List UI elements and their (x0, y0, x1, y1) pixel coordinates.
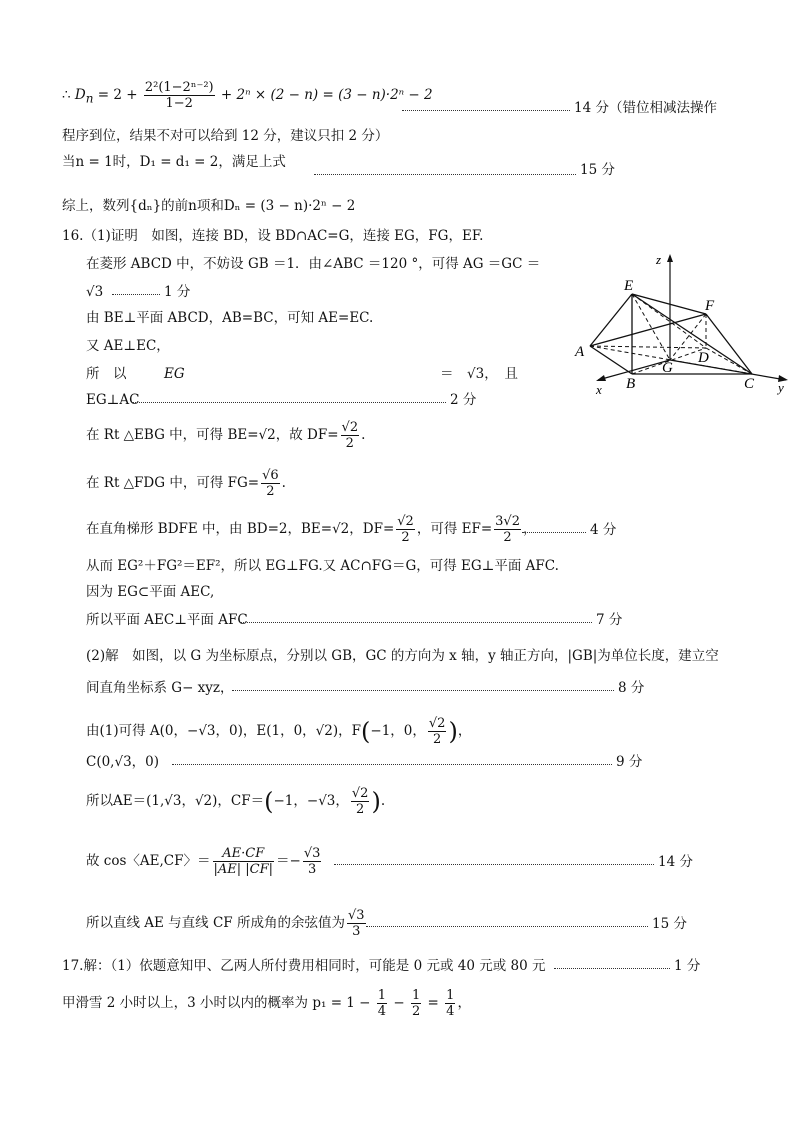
score-note: 14 分（错位相减法操作 (574, 100, 717, 116)
equals-minus: ＝− (276, 853, 301, 869)
q16-line-pythag: 从而 EG²＋FG²＝EF²，所以 EG⊥FG.又 AC∩FG＝G，可得 EG⊥平面 AFC. (86, 558, 559, 574)
q16-vectors-line (86, 786, 385, 817)
period: . (361, 427, 366, 443)
q16-coords-line (86, 716, 471, 747)
cf-denominator: 2 (356, 802, 365, 817)
q16-line-therefore-b: EG (164, 366, 185, 382)
cf-numerator: √2 (351, 786, 369, 801)
leader-dots (240, 622, 592, 623)
fraction-denominator: 1−2 (165, 96, 193, 111)
prob-text: 甲滑雪 2 小时以上，3 小时以内的概率为 p₁ = 1 − (62, 995, 375, 1011)
df-fraction (341, 420, 360, 451)
label-F: F (705, 298, 715, 314)
q16-line-eg-subset: 因为 EG⊂平面 AEC, (86, 584, 215, 600)
den-4: 4 (377, 1004, 387, 1019)
paren-close: ) (448, 717, 458, 746)
f-numerator: √2 (428, 716, 446, 731)
q16-line-be-perp: 由 BE⊥平面 ABCD，AB=BC，可知 AE=EC. (86, 310, 374, 326)
label-A: A (575, 344, 585, 360)
leader-dots (366, 926, 648, 927)
f-fraction (428, 716, 447, 747)
frac-1-4 (377, 988, 387, 1019)
q16-line-ae-perp: 又 AE⊥EC， (86, 338, 170, 354)
geometry-figure (572, 248, 794, 398)
df-denominator: 2 (345, 436, 354, 451)
score-1: 1 分 (164, 284, 191, 300)
leader-dots (172, 764, 612, 765)
cos-result-fraction (303, 846, 322, 877)
rt-fdg-text: 在 Rt △FDG 中，可得 FG= (86, 475, 260, 491)
label-C: C (744, 376, 755, 392)
answer-fraction (347, 908, 366, 939)
paren-close: ) (371, 787, 381, 816)
q16-c-coords: C(0,√3，0) (86, 754, 160, 770)
cos-text: 故 cos〈AE,CF〉＝ (86, 853, 211, 869)
q16-line-trapezoid (86, 514, 536, 545)
edge-EF (632, 294, 706, 314)
q16-sqrt3: √3 (86, 284, 104, 300)
edge-FC (706, 314, 752, 374)
score-15b: 15 分 (652, 916, 687, 932)
formula-rest: + 2ⁿ × (2 − n) = (3 − n)·2ⁿ − 2 (220, 87, 433, 103)
formula-fraction (144, 80, 215, 111)
score-15: 15 分 (580, 162, 615, 178)
q16-line-planes-perp: 所以平面 AEC⊥平面 AFC (86, 612, 248, 628)
equals: = (423, 995, 444, 1011)
fraction-numerator: 2²(1−2ⁿ⁻²) (144, 80, 214, 95)
trapezoid-text: 在直角梯形 BDFE 中，由 BD=2，BE=√2，DF= (86, 521, 395, 537)
answer-numerator: √3 (347, 908, 365, 923)
f-coords: −1，0， (370, 723, 426, 739)
edge-EG (632, 294, 670, 360)
edge-AB (590, 346, 632, 374)
line-sum-formula (62, 80, 433, 111)
frac-1-4-result (445, 988, 455, 1019)
q16-line-rt-ebg (86, 420, 365, 451)
leader-dots (522, 532, 586, 533)
ef-denominator: 2 (503, 530, 512, 545)
score-14: 14 分 (658, 854, 693, 870)
ef-text: ，可得 EF= (416, 521, 493, 537)
label-D: D (698, 350, 709, 366)
paren-open: ( (361, 717, 371, 746)
therefore-symbol: ∴ (62, 87, 71, 103)
leader-dots (314, 174, 576, 175)
q16-part2-line2: 间直角坐标系 G− xyz， (86, 680, 234, 696)
q16-eg-perp-ac: EG⊥AC (86, 392, 140, 408)
df2-denominator: 2 (401, 530, 410, 545)
answer-denominator: 3 (352, 924, 361, 939)
q16-conclusion-line (86, 908, 368, 939)
score-9: 9 分 (616, 754, 643, 770)
cos-result-denominator: 3 (307, 862, 317, 877)
den-2: 2 (411, 1004, 421, 1019)
line-conclusion: 综上，数列{dₙ}的前n项和Dₙ = (3 − n)·2ⁿ − 2 (62, 198, 356, 214)
q16-line-therefore-c: ＝ √3， 且 (440, 366, 518, 382)
q17-line2 (62, 988, 471, 1019)
q16-line-therefore-a: 所 以 (86, 366, 127, 382)
score-1b: 1 分 (674, 958, 701, 974)
cos-fraction (213, 846, 275, 877)
df2-numerator: √2 (397, 514, 414, 529)
leader-dots (554, 968, 670, 969)
ef-fraction (494, 514, 521, 545)
score-7: 7 分 (596, 612, 623, 628)
frac-1-2 (411, 988, 421, 1019)
q16-cos-line (86, 846, 323, 877)
fg-denominator: 2 (266, 484, 275, 499)
label-G: G (662, 360, 673, 376)
fg-numerator: √6 (262, 468, 279, 483)
df-fraction-2 (396, 514, 415, 545)
z-arrow (667, 254, 673, 262)
x-arrow (596, 375, 606, 381)
q16-part2-line1: (2)解 如图，以 G 为坐标原点，分别以 GB，GC 的方向为 x 轴，y 轴正方向，|GB|为单位长度，建立空 (86, 648, 719, 664)
q16-line-rhombus: 在菱形 ABCD 中，不妨设 GB ＝1．由∠ABC ＝120 °，可得 AG ＝GC ＝ (86, 256, 541, 272)
cos-denominator: |AE| |CF| (213, 862, 273, 877)
cf-coords: −1，−√3， (273, 793, 349, 809)
f-denominator: 2 (433, 732, 442, 747)
den-4b: 4 (446, 1004, 455, 1019)
comma: ， (457, 723, 472, 739)
formula-d-sub: n (85, 91, 94, 106)
coords-text: 由(1)可得 A(0，−√3，0)，E(1，0，√2)，F (86, 723, 362, 739)
label-x: x (596, 382, 602, 397)
fg-fraction (261, 468, 280, 499)
q16-line-rt-fdg (86, 468, 286, 499)
num-1c: 1 (446, 988, 455, 1003)
comma: ， (457, 995, 471, 1011)
vectors-text: 所以AE＝(1,√3，√2)，CF＝ (86, 793, 265, 809)
q16-heading: 16.（1)证明 如图，连接 BD，设 BD∩AC=G，连接 EG，FG，EF. (62, 228, 484, 244)
paren-open: ( (264, 787, 274, 816)
ef-numerator: 3√2 (495, 514, 520, 529)
edge-AF (590, 314, 706, 346)
period: . (281, 475, 286, 491)
leader-dots (112, 294, 160, 295)
label-z: z (656, 252, 662, 267)
leader-dots (232, 690, 614, 691)
edge-EC (632, 294, 752, 374)
label-E: E (624, 278, 634, 294)
line-note-continued: 程序到位，结果不对可以给到 12 分，建议只扣 2 分） (62, 128, 389, 144)
minus: − (389, 995, 409, 1011)
edge-AE (590, 294, 632, 346)
num-1b: 1 (411, 988, 421, 1003)
label-B: B (626, 376, 636, 392)
label-y: y (778, 380, 784, 395)
cf-fraction (351, 786, 370, 817)
cos-result-numerator: √3 (303, 846, 321, 861)
line-case-n1: 当n = 1时，D₁ = d₁ = 2，满足上式 (62, 154, 286, 170)
edge-AD (590, 346, 706, 348)
num-1: 1 (377, 988, 387, 1003)
conclusion-text: 所以直线 AE 与直线 CF 所成角的余弦值为 (86, 915, 345, 931)
leader-dots (402, 110, 570, 111)
rt-ebg-text: 在 Rt △EBG 中，可得 BE=√2，故 DF= (86, 427, 339, 443)
score-2: 2 分 (450, 392, 477, 408)
leader-dots (334, 864, 654, 865)
cos-numerator: AE·CF (213, 846, 275, 862)
formula-eq: = 2 + (93, 87, 142, 103)
comma: ， (522, 521, 537, 537)
formula-d: D (74, 87, 86, 103)
period: . (380, 793, 386, 809)
leader-dots (132, 402, 446, 403)
df-numerator: √2 (341, 420, 359, 435)
score-4: 4 分 (590, 522, 617, 538)
score-8: 8 分 (618, 680, 645, 696)
q17-line1: 17.解：（1）依题意知甲、乙两人所付费用相同时，可能是 0 元或 40 元或 80 元 (62, 958, 546, 974)
